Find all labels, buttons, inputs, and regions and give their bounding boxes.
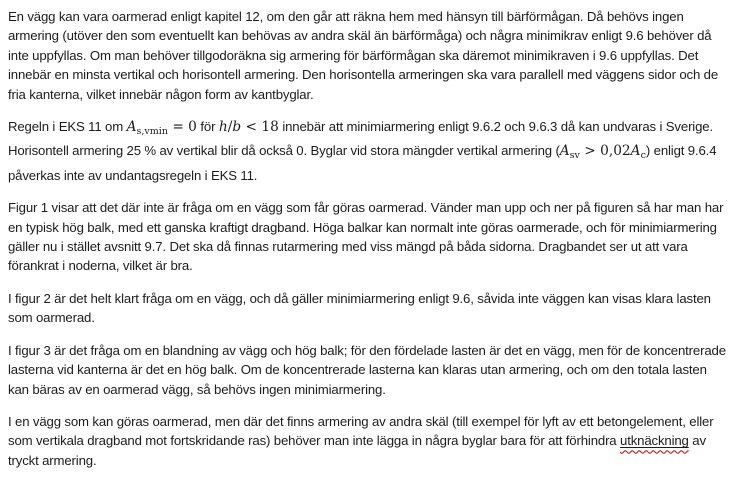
math-operator: /	[227, 119, 233, 136]
document-body[interactable]	[8, 7, 727, 470]
math-subscript: sv	[569, 150, 580, 162]
math-variable: A	[559, 143, 570, 160]
math-variable: A	[630, 143, 641, 160]
text-run: En vägg kan vara oarmerad enligt kapitel 12, om den går att räkna hem med hänsyn till bärförmågan. Då behövs ingen armering (utöver den som eventuellt kan behövas av andra skäl än bärförmåga) och några minimikrav enligt 9.6 behöver då inte uppfyllas. Om man behöver tillgodoräkna sig armering för bärförmågan ska däremot minimikraven i 9.6 uppfyllas. Det innebär en minsta vertikal och horisontell armering. Den horisontella armeringen ska vara parallell med väggens sidor och de fria kanterna, vilket innebär någon form av kantbyglar.	[8, 9, 719, 102]
text-run: I figur 3 är det fråga om en blandning av vägg och hög balk; för den fördelade lasten är det en vägg, men för de koncentrerade lasterna vid kanterna är det en hög balk. Om de koncentrerade lasterna kan klaras utan armering, och om den totala lasten kan bäras av en oarmerad vägg, så behövs ingen minimiarmering.	[8, 342, 726, 397]
math-subscript: c	[640, 150, 646, 162]
math-operator: < 18	[241, 119, 279, 136]
math-variable: h	[218, 119, 228, 136]
paragraph-5	[8, 341, 727, 399]
text-run: I en vägg som kan göras oarmerad, men där det finns armering av andra skäl (till exempel för lyft av ett betongelement, eller som vertikala dragband mot fortskridande ras) behöver man inte lägga in några byglar bara för att förhindra	[8, 413, 714, 449]
text-run: Figur 1 visar att det där inte är fråga om en vägg som får göras oarmerad. Vänder man upp och ner på figuren så har man har en typisk hög balk, med ett ganska kraftigt dragband. Höga balkar kan normalt inte göras oarmerade, och för minimiarmering gäller nu i stället avsnitt 9.7. Det ska då finnas rutarmering med viss mängd på båda sidorna. Dragbandet ser ut att vara förankrat i noderna, vilket är bra.	[8, 200, 724, 274]
math-subscript: s,vmin	[136, 126, 168, 138]
math-variable: A	[126, 119, 137, 136]
math-operator: > 0,02	[579, 143, 631, 160]
text-run: ) enligt 9.6.4 påverkas inte av undantagsregeln i EKS 11.	[8, 143, 717, 183]
text-run: innebär att minimiarmering enligt 9.6.2 och 9.6.3 då kan undvaras i Sverige. Horisontell armering 25 % av vertikal blir då också 0. Byglar vid stora mängder vertikal armering (	[8, 119, 713, 159]
paragraph-1	[8, 7, 727, 104]
text-run: Regeln i EKS 11 om	[8, 119, 127, 135]
text-run: I figur 2 är det helt klart fråga om en vägg, och då gäller minimiarmering enligt 9.6, såvida inte väggen kan visas klara lasten som oarmerad.	[8, 290, 711, 326]
paragraph-3	[8, 198, 727, 276]
text-run: för	[196, 119, 219, 135]
math-operator: = 0	[167, 119, 197, 136]
paragraph-2	[8, 117, 727, 185]
text-run: av tryckt armering.	[8, 433, 706, 468]
math-variable: b	[232, 119, 242, 136]
paragraph-6	[8, 412, 727, 470]
misspelled-word-text: utknäckning	[620, 433, 689, 449]
misspelled-word[interactable]	[620, 433, 689, 448]
paragraph-4	[8, 289, 727, 328]
